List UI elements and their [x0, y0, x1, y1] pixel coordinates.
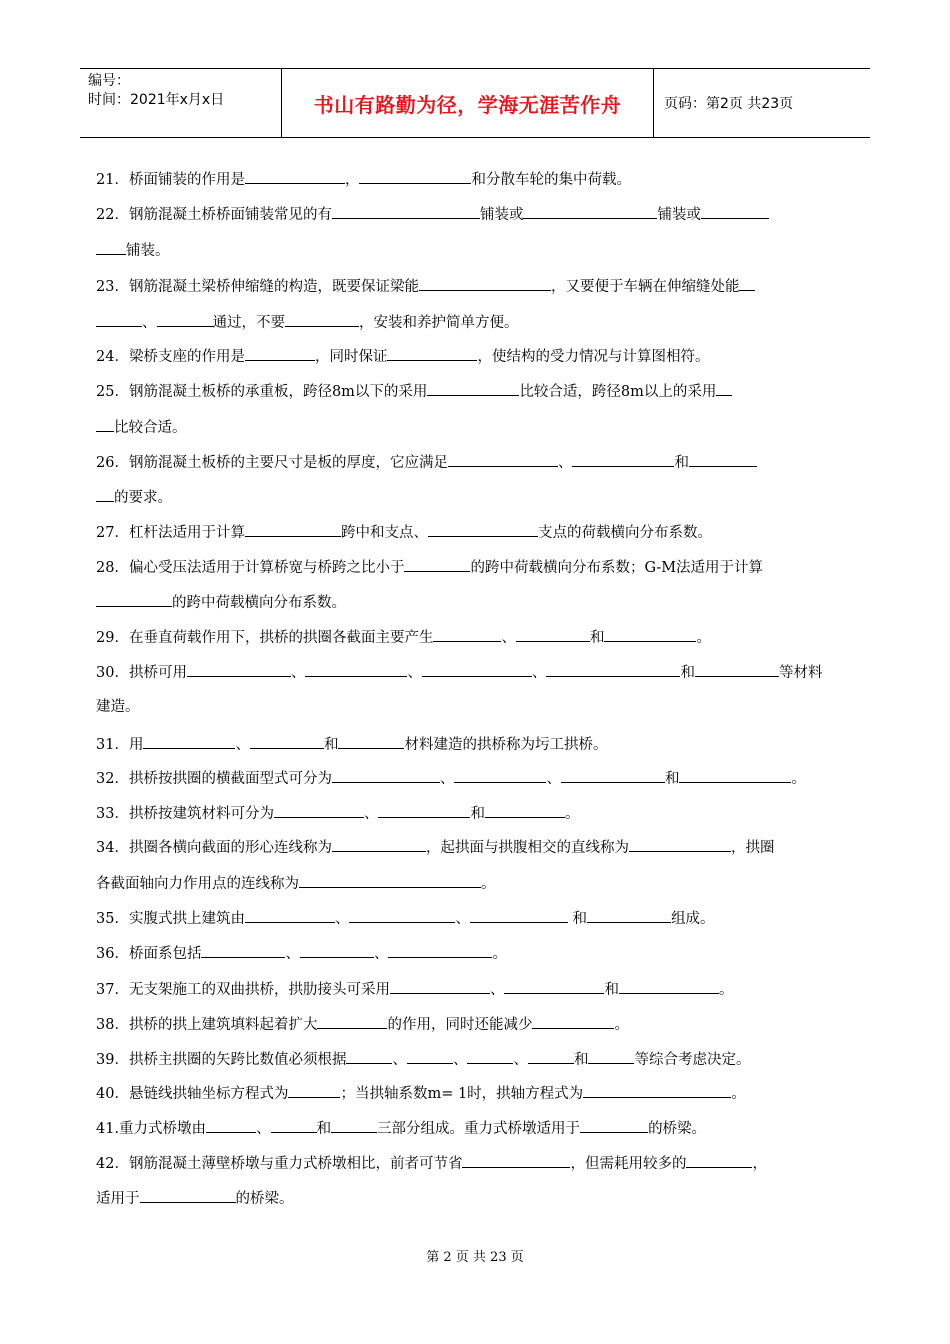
header-page-info: 页码：第2页 共23页 — [664, 96, 794, 112]
question-text: 、 — [256, 1121, 271, 1137]
question-text: ，安装和养护简单方便。 — [359, 315, 519, 331]
time-label: 时间：2021年x月x日 — [88, 92, 225, 108]
question-line — [96, 486, 172, 508]
answer-blank[interactable] — [378, 802, 470, 818]
question-text: 的桥梁。 — [648, 1121, 707, 1137]
answer-blank[interactable] — [285, 311, 359, 327]
answer-blank[interactable] — [390, 978, 490, 994]
question-text: 27．杠杆法适用于计算 — [96, 525, 245, 541]
question-text: 适用于 — [96, 1191, 140, 1207]
answer-blank[interactable] — [701, 203, 769, 219]
answer-blank[interactable] — [96, 416, 114, 432]
answer-blank[interactable] — [427, 380, 519, 396]
answer-blank[interactable] — [305, 661, 407, 677]
question-text: 和 — [573, 1052, 589, 1068]
answer-blank[interactable] — [245, 521, 341, 537]
question-line — [96, 697, 140, 717]
answer-blank[interactable] — [271, 1117, 317, 1133]
question-text: 和 — [316, 1121, 332, 1137]
question-text: 比较合适，跨径8m以上的采用 — [519, 384, 717, 400]
answer-blank[interactable] — [245, 168, 345, 184]
question-line — [96, 1152, 767, 1174]
question-text: ，但需耗用较多的 — [570, 1156, 687, 1172]
answer-blank[interactable] — [588, 1048, 634, 1064]
answer-blank[interactable] — [388, 942, 492, 958]
question-text: 22．钢筋混凝土桥桥面铺装常见的有 — [96, 207, 332, 223]
question-text: 。 — [614, 1017, 629, 1033]
header-meta — [80, 69, 282, 137]
question-line — [96, 661, 822, 683]
question-line — [96, 203, 769, 225]
code-label: 编号： — [88, 73, 130, 89]
question-text: 比较合适。 — [114, 420, 187, 436]
answer-blank[interactable] — [523, 203, 657, 219]
answer-blank[interactable] — [454, 767, 546, 783]
answer-blank[interactable] — [528, 1048, 574, 1064]
question-text: 、 — [285, 946, 300, 962]
question-text: 。 — [492, 946, 507, 962]
question-text: 。 — [791, 771, 806, 787]
question-text: 、 — [392, 1052, 407, 1068]
answer-blank[interactable] — [187, 661, 291, 677]
answer-blank[interactable] — [422, 661, 532, 677]
question-text: ，同时保证 — [314, 349, 388, 365]
question-line — [96, 311, 519, 333]
question-text: 和 — [604, 982, 619, 998]
question-text: 38．拱桥的拱上建筑填料起着扩大 — [96, 1017, 318, 1033]
question-line — [96, 168, 631, 190]
question-text: 铺装。 — [126, 243, 170, 259]
question-text: 、 — [142, 315, 157, 331]
answer-blank[interactable] — [274, 802, 364, 818]
question-line — [96, 978, 733, 1000]
question-text: ，使结构的受力情况与计算图相符。 — [477, 349, 710, 365]
question-text: 34．拱圈各横向截面的形心连线称为 — [96, 840, 332, 856]
answer-blank[interactable] — [583, 1082, 731, 1098]
answer-blank[interactable] — [407, 1048, 453, 1064]
question-text: 。 — [564, 806, 580, 822]
question-text: 25．钢筋混凝土板桥的承重板，跨径8m以下的采用 — [96, 384, 428, 400]
answer-blank[interactable] — [619, 978, 719, 994]
answer-blank[interactable] — [604, 626, 696, 642]
question-text: 支点的荷载横向分布系数。 — [537, 525, 712, 541]
question-text: 、 — [452, 1052, 468, 1068]
question-text: 35．实腹式拱上建筑由 — [96, 911, 245, 927]
question-text: 跨中和支点、 — [340, 525, 428, 541]
answer-blank[interactable] — [245, 345, 315, 361]
question-text: 的桥梁。 — [235, 1191, 294, 1207]
question-line — [96, 380, 732, 402]
question-line — [96, 1013, 629, 1035]
question-line — [96, 275, 755, 297]
question-text: 。 — [481, 876, 496, 892]
question-line — [96, 416, 187, 438]
question-line — [96, 1082, 746, 1104]
question-text: 、 — [455, 911, 470, 927]
answer-blank[interactable] — [96, 591, 172, 607]
question-text: 21．桥面铺装的作用是 — [96, 172, 245, 188]
answer-blank[interactable] — [716, 380, 732, 396]
answer-blank[interactable] — [140, 1187, 236, 1203]
question-text: 36．桥面系包括 — [96, 946, 202, 962]
answer-blank[interactable] — [250, 733, 324, 749]
question-line — [96, 1187, 294, 1209]
answer-blank[interactable] — [739, 275, 755, 291]
question-text: 组成。 — [671, 911, 715, 927]
answer-blank[interactable] — [332, 836, 426, 852]
answer-blank[interactable] — [532, 1013, 614, 1029]
answer-blank[interactable] — [299, 872, 481, 888]
answer-blank[interactable] — [201, 942, 285, 958]
answer-blank[interactable] — [332, 767, 440, 783]
answer-blank[interactable] — [580, 1117, 648, 1133]
question-text: ，又要便于车辆在伸缩缝处能 — [550, 279, 740, 295]
question-line — [96, 836, 774, 858]
page-footer: 第 2 页 共 23 页 — [426, 1250, 524, 1265]
question-text: 39．拱桥主拱圈的矢跨比数值必须根据 — [96, 1052, 347, 1068]
answer-blank[interactable] — [695, 661, 779, 677]
question-text: 和 — [470, 806, 485, 822]
question-text: 铺装或 — [479, 207, 524, 223]
question-text: ， — [344, 172, 360, 188]
question-text: 的作用，同时还能减少 — [387, 1017, 533, 1033]
answer-blank[interactable] — [143, 733, 235, 749]
question-text: 32．拱桥按拱圈的横截面型式可分为 — [96, 771, 332, 787]
question-text: 和 — [680, 665, 695, 681]
question-line — [96, 1117, 706, 1139]
question-text: 31．用 — [96, 737, 144, 753]
answer-blank[interactable] — [359, 168, 471, 184]
question-line — [96, 733, 607, 755]
question-text: ，拱圈 — [730, 840, 775, 856]
answer-blank[interactable] — [419, 275, 551, 291]
answer-blank[interactable] — [346, 1048, 392, 1064]
question-text: 、 — [501, 630, 516, 646]
question-text: 的跨中荷载横向分布系数。 — [172, 595, 346, 611]
question-text: 23．钢筋混凝土梁桥伸缩缝的构造，既要保证梁能 — [96, 279, 419, 295]
question-text: 三部分组成。重力式桥墩适用于 — [377, 1121, 581, 1137]
question-text: 和 — [323, 737, 339, 753]
question-line — [96, 942, 507, 964]
answer-blank[interactable] — [546, 661, 680, 677]
answer-blank[interactable] — [470, 907, 568, 923]
question-text: 等综合考虑决定。 — [634, 1052, 751, 1068]
answer-blank[interactable] — [516, 626, 590, 642]
question-text: 、 — [407, 665, 422, 681]
question-text: 37．无支架施工的双曲拱桥，拱肋接头可采用 — [96, 982, 390, 998]
answer-blank[interactable] — [587, 907, 671, 923]
question-text: 、 — [489, 982, 505, 998]
answer-blank[interactable] — [485, 802, 565, 818]
question-text: 、 — [235, 737, 250, 753]
question-text: 28．偏心受压法适用于计算桥宽与桥跨之比小于 — [96, 560, 405, 576]
answer-blank[interactable] — [332, 203, 480, 219]
answer-blank[interactable] — [245, 907, 335, 923]
question-line — [96, 872, 496, 894]
question-text: 的要求。 — [114, 490, 172, 506]
answer-blank[interactable] — [689, 451, 757, 467]
question-text: ；当拱轴系数m= 1时，拱轴方程式为 — [340, 1086, 584, 1102]
answer-blank[interactable] — [561, 767, 665, 783]
answer-blank[interactable] — [428, 521, 538, 537]
question-text: 30．拱桥可用 — [96, 665, 187, 681]
question-line — [96, 521, 712, 543]
question-text: ， — [752, 1156, 767, 1172]
question-line — [96, 451, 757, 473]
answer-blank[interactable] — [686, 1152, 752, 1168]
question-text: 40．悬链线拱轴坐标方程式为 — [96, 1086, 289, 1102]
question-text: 24．梁桥支座的作用是 — [96, 349, 245, 365]
question-text: 、 — [546, 771, 561, 787]
answer-blank[interactable] — [433, 626, 501, 642]
question-text: 26．钢筋混凝土板桥的主要尺寸是板的厚度，它应满足 — [96, 455, 448, 471]
answer-blank[interactable] — [462, 1152, 570, 1168]
answer-blank[interactable] — [96, 239, 126, 255]
question-line — [96, 626, 711, 648]
answer-blank[interactable] — [96, 486, 114, 502]
question-line — [96, 802, 579, 824]
question-text: 、 — [334, 911, 350, 927]
question-text: 、 — [439, 771, 455, 787]
question-text: 材料建造的拱桥称为圬工拱桥。 — [404, 737, 608, 753]
header-motto: 书山有路勤为径，学海无涯苦作舟 — [282, 69, 654, 137]
answer-blank[interactable] — [387, 345, 477, 361]
question-line — [96, 556, 763, 578]
answer-blank[interactable] — [572, 451, 674, 467]
question-text: 通过，不要 — [212, 315, 285, 331]
question-line — [96, 591, 346, 613]
question-text: 29．在垂直荷载作用下，拱桥的拱圈各截面主要产生 — [96, 630, 434, 646]
answer-blank[interactable] — [288, 1082, 340, 1098]
question-text: 和 — [674, 455, 689, 471]
question-line — [96, 767, 806, 789]
question-text: 建造。 — [96, 699, 140, 715]
question-text: 各截面轴向力作用点的连线称为 — [96, 876, 299, 892]
question-text: 、 — [513, 1052, 528, 1068]
answer-blank[interactable] — [206, 1117, 256, 1133]
answer-blank[interactable] — [96, 311, 142, 327]
question-text: 、 — [557, 455, 573, 471]
question-line — [96, 345, 709, 367]
question-text: 。 — [731, 1086, 746, 1102]
question-text: 。 — [696, 630, 711, 646]
question-line — [96, 907, 715, 929]
answer-blank[interactable] — [467, 1048, 513, 1064]
answer-blank[interactable] — [317, 1013, 387, 1029]
question-text: 的跨中荷载横向分布系数；G-M法适用于计算 — [470, 560, 764, 576]
question-text: 、 — [373, 946, 389, 962]
question-line — [96, 239, 170, 261]
answer-blank[interactable] — [404, 556, 470, 572]
page-header — [80, 68, 870, 138]
question-text: 、 — [363, 806, 379, 822]
question-text: 41.重力式桥墩由 — [96, 1121, 207, 1137]
answer-blank[interactable] — [679, 767, 791, 783]
question-text: 和 — [589, 630, 605, 646]
question-text: 和 — [664, 771, 680, 787]
question-text: 、 — [290, 665, 306, 681]
question-text: 、 — [531, 665, 547, 681]
answer-blank[interactable] — [331, 1117, 377, 1133]
question-line — [96, 1048, 750, 1070]
question-text: 42．钢筋混凝土薄壁桥墩与重力式桥墩相比，前者可节省 — [96, 1156, 463, 1172]
question-text: 和分散车轮的集中荷载。 — [471, 172, 631, 188]
question-text: 等材料 — [778, 665, 823, 681]
answer-blank[interactable] — [448, 451, 558, 467]
answer-blank[interactable] — [338, 733, 404, 749]
question-text: 。 — [718, 982, 734, 998]
question-text: 33．拱桥按建筑材料可分为 — [96, 806, 274, 822]
answer-blank[interactable] — [349, 907, 455, 923]
question-text: 铺装或 — [657, 207, 701, 223]
answer-blank[interactable] — [300, 942, 374, 958]
answer-blank[interactable] — [157, 311, 213, 327]
question-text: 和 — [567, 911, 588, 927]
question-text: ，起拱面与拱腹相交的直线称为 — [425, 840, 629, 856]
answer-blank[interactable] — [629, 836, 731, 852]
answer-blank[interactable] — [504, 978, 604, 994]
